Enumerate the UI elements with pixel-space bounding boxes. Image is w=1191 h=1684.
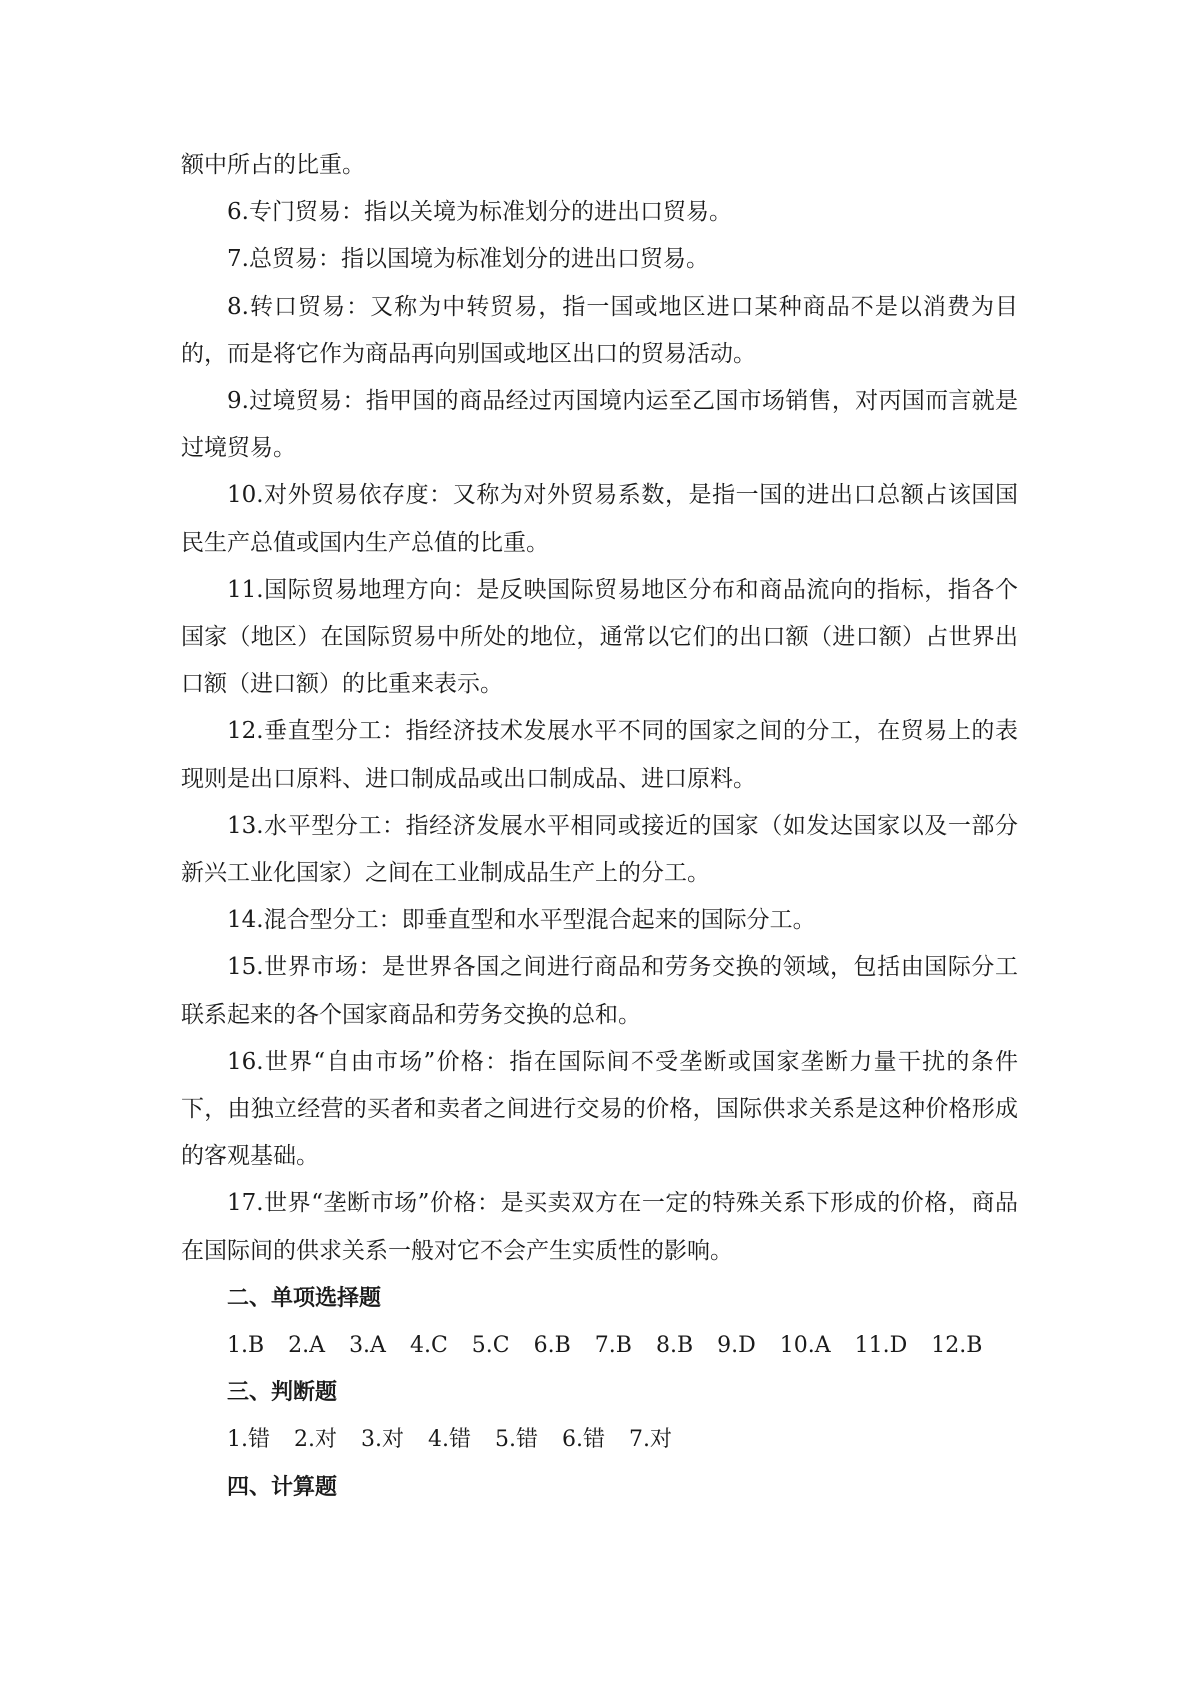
- answer-item: 3.A: [349, 1333, 386, 1359]
- answer-item: 5.C: [471, 1333, 510, 1359]
- definition-11: 11.国际贸易地理方向：是反映国际贸易地区分布和商品流向的指标，指各个国家（地区）在国际贸易中所处的地位，通常以它们的出口额（进口额）占世界出口额（进口额）的比重来表示。: [181, 576, 1018, 698]
- answer-item: 8.B: [655, 1333, 694, 1359]
- answer-item: 5.错: [495, 1427, 538, 1453]
- answer-item: 1.错: [227, 1427, 270, 1453]
- answer-item: 7.B: [594, 1333, 632, 1359]
- document-page: [181, 142, 1018, 1511]
- answer-item: 2.对: [294, 1427, 337, 1453]
- answer-item: 7.对: [629, 1427, 672, 1453]
- answer-item: 10.A: [779, 1333, 831, 1359]
- section-heading-true-false: 三、判断题: [227, 1380, 338, 1406]
- answer-item: 6.B: [533, 1333, 571, 1359]
- true-false-answers: [181, 1416, 1018, 1463]
- answer-item: 3.对: [361, 1427, 404, 1453]
- answer-item: 2.A: [288, 1333, 326, 1359]
- answer-item: 11.D: [854, 1333, 908, 1359]
- answer-item: 9.D: [717, 1333, 756, 1359]
- paragraph-continuation: 额中所占的比重。: [181, 152, 365, 178]
- section-heading-calculation: 四、计算题: [227, 1474, 338, 1500]
- answer-item: 6.错: [562, 1427, 605, 1453]
- definition-15: 15.世界市场：是世界各国之间进行商品和劳务交换的领域，包括由国际分工联系起来的各个国家商品和劳务交换的总和。: [181, 954, 1018, 1028]
- section-heading-single-choice: 二、单项选择题: [227, 1285, 382, 1311]
- answer-item: 4.C: [409, 1333, 448, 1359]
- definition-16: 16.世界“自由市场”价格：指在国际间不受垄断或国家垄断力量干扰的条件下，由独立经营的买者和卖者之间进行交易的价格，国际供求关系是这种价格形成的客观基础。: [181, 1048, 1018, 1170]
- definition-10: 10.对外贸易依存度：又称为对外贸易系数，是指一国的进出口总额占该国国民生产总值或国内生产总值的比重。: [181, 482, 1018, 556]
- definition-9: 9.过境贸易：指甲国的商品经过丙国境内运至乙国市场销售，对丙国而言就是过境贸易。: [181, 388, 1018, 462]
- definition-12: 12.垂直型分工：指经济技术发展水平不同的国家之间的分工，在贸易上的表现则是出口原料、进口制成品或出口制成品、进口原料。: [181, 718, 1018, 792]
- answer-item: 1.B: [227, 1333, 265, 1359]
- single-choice-answers: [181, 1322, 1018, 1369]
- answer-item: 4.错: [428, 1427, 471, 1453]
- definition-6: 6.专门贸易：指以关境为标准划分的进出口贸易。: [227, 199, 732, 226]
- definition-8: 8.转口贸易：又称为中转贸易，指一国或地区进口某种商品不是以消费为目的，而是将它作为商品再向别国或地区出口的贸易活动。: [181, 293, 1018, 367]
- definition-14: 14.混合型分工：即垂直型和水平型混合起来的国际分工。: [227, 907, 816, 934]
- definition-13: 13.水平型分工：指经济发展水平相同或接近的国家（如发达国家以及一部分新兴工业化国家）之间在工业制成品生产上的分工。: [181, 812, 1018, 887]
- definition-7: 7.总贸易：指以国境为标准划分的进出口贸易。: [227, 246, 709, 273]
- answer-item: 12.B: [931, 1333, 983, 1359]
- definition-17: 17.世界“垄断市场”价格：是买卖双方在一定的特殊关系下形成的价格，商品在国际间的供求关系一般对它不会产生实质性的影响。: [181, 1190, 1018, 1264]
